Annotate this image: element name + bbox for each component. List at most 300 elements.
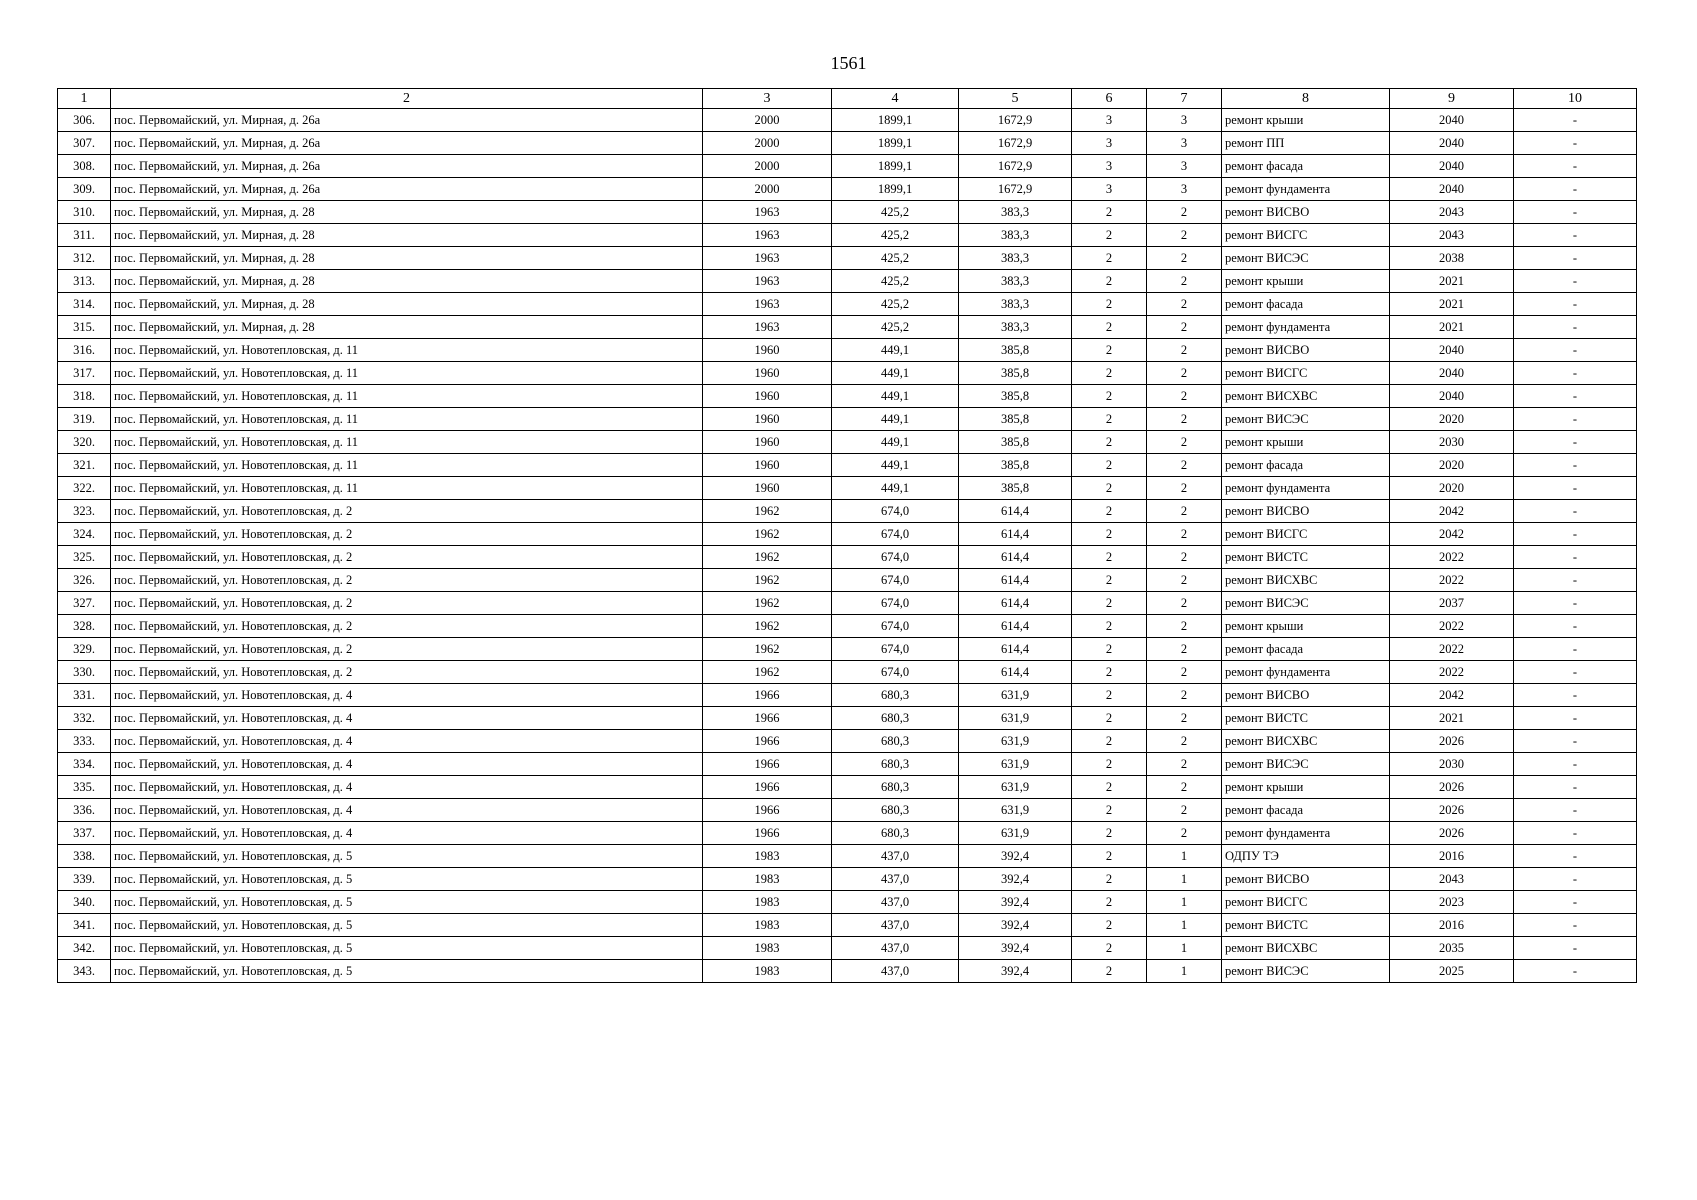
cell-year-built: 1962 (703, 592, 832, 615)
cell-address: пос. Первомайский, ул. Новотепловская, д. 4 (111, 776, 703, 799)
cell-total-area: 449,1 (832, 339, 959, 362)
cell-row-number: 320. (58, 431, 111, 454)
cell-entrances: 2 (1147, 500, 1222, 523)
cell-row-number: 306. (58, 109, 111, 132)
cell-total-area: 449,1 (832, 454, 959, 477)
cell-entrances: 2 (1147, 316, 1222, 339)
cell-year-built: 1983 (703, 845, 832, 868)
cell-address: пос. Первомайский, ул. Новотепловская, д. 4 (111, 707, 703, 730)
cell-row-number: 307. (58, 132, 111, 155)
cell-row-number: 335. (58, 776, 111, 799)
cell-note: - (1514, 316, 1637, 339)
cell-planned-year: 2023 (1390, 891, 1514, 914)
table-row (58, 799, 1637, 822)
cell-total-area: 1899,1 (832, 155, 959, 178)
table-row (58, 684, 1637, 707)
cell-total-area: 437,0 (832, 891, 959, 914)
cell-work-type: ремонт ВИСЭС (1222, 408, 1390, 431)
cell-address: пос. Первомайский, ул. Новотепловская, д. 11 (111, 408, 703, 431)
cell-floors: 2 (1072, 937, 1147, 960)
cell-planned-year: 2026 (1390, 776, 1514, 799)
cell-work-type: ремонт ВИСЭС (1222, 592, 1390, 615)
cell-work-type: ремонт фундамента (1222, 178, 1390, 201)
cell-year-built: 1962 (703, 546, 832, 569)
cell-address: пос. Первомайский, ул. Новотепловская, д. 4 (111, 684, 703, 707)
cell-entrances: 2 (1147, 615, 1222, 638)
cell-address: пос. Первомайский, ул. Новотепловская, д. 2 (111, 546, 703, 569)
cell-floors: 2 (1072, 316, 1147, 339)
cell-floors: 2 (1072, 822, 1147, 845)
cell-work-type: ремонт крыши (1222, 109, 1390, 132)
cell-note: - (1514, 408, 1637, 431)
cell-year-built: 1983 (703, 868, 832, 891)
cell-row-number: 333. (58, 730, 111, 753)
table-row (58, 891, 1637, 914)
table-row (58, 224, 1637, 247)
cell-floors: 2 (1072, 546, 1147, 569)
cell-floors: 2 (1072, 224, 1147, 247)
cell-entrances: 2 (1147, 776, 1222, 799)
cell-row-number: 339. (58, 868, 111, 891)
cell-address: пос. Первомайский, ул. Новотепловская, д. 5 (111, 891, 703, 914)
cell-total-area: 674,0 (832, 546, 959, 569)
table-row (58, 822, 1637, 845)
cell-work-type: ремонт фундамента (1222, 477, 1390, 500)
cell-row-number: 316. (58, 339, 111, 362)
cell-living-area: 385,8 (959, 362, 1072, 385)
cell-address: пос. Первомайский, ул. Новотепловская, д. 11 (111, 431, 703, 454)
cell-row-number: 308. (58, 155, 111, 178)
cell-work-type: ремонт ВИСГС (1222, 523, 1390, 546)
cell-note: - (1514, 155, 1637, 178)
cell-total-area: 449,1 (832, 385, 959, 408)
cell-floors: 2 (1072, 891, 1147, 914)
cell-year-built: 1963 (703, 293, 832, 316)
cell-note: - (1514, 270, 1637, 293)
cell-address: пос. Первомайский, ул. Мирная, д. 28 (111, 270, 703, 293)
cell-year-built: 1960 (703, 339, 832, 362)
table-row (58, 523, 1637, 546)
cell-living-area: 385,8 (959, 408, 1072, 431)
cell-address: пос. Первомайский, ул. Мирная, д. 28 (111, 224, 703, 247)
cell-year-built: 1962 (703, 523, 832, 546)
cell-row-number: 334. (58, 753, 111, 776)
cell-note: - (1514, 454, 1637, 477)
cell-total-area: 425,2 (832, 293, 959, 316)
cell-year-built: 1983 (703, 937, 832, 960)
cell-address: пос. Первомайский, ул. Новотепловская, д. 2 (111, 523, 703, 546)
cell-planned-year: 2038 (1390, 247, 1514, 270)
cell-total-area: 680,3 (832, 822, 959, 845)
cell-living-area: 383,3 (959, 201, 1072, 224)
column-header-4: 4 (832, 89, 959, 109)
cell-year-built: 1983 (703, 914, 832, 937)
cell-planned-year: 2022 (1390, 661, 1514, 684)
cell-year-built: 1966 (703, 822, 832, 845)
cell-work-type: ремонт ВИСГС (1222, 891, 1390, 914)
cell-year-built: 2000 (703, 109, 832, 132)
cell-work-type: ремонт фундамента (1222, 822, 1390, 845)
cell-row-number: 324. (58, 523, 111, 546)
cell-work-type: ремонт ВИСХВС (1222, 937, 1390, 960)
table-row (58, 178, 1637, 201)
cell-row-number: 340. (58, 891, 111, 914)
cell-total-area: 680,3 (832, 684, 959, 707)
cell-entrances: 2 (1147, 454, 1222, 477)
cell-address: пос. Первомайский, ул. Мирная, д. 28 (111, 293, 703, 316)
table-row (58, 247, 1637, 270)
cell-floors: 2 (1072, 477, 1147, 500)
cell-address: пос. Первомайский, ул. Новотепловская, д. 4 (111, 730, 703, 753)
table-row (58, 707, 1637, 730)
cell-planned-year: 2022 (1390, 615, 1514, 638)
cell-row-number: 317. (58, 362, 111, 385)
cell-living-area: 614,4 (959, 615, 1072, 638)
cell-living-area: 383,3 (959, 247, 1072, 270)
cell-row-number: 312. (58, 247, 111, 270)
cell-address: пос. Первомайский, ул. Новотепловская, д. 4 (111, 753, 703, 776)
cell-living-area: 614,4 (959, 569, 1072, 592)
cell-work-type: ремонт ВИСЭС (1222, 247, 1390, 270)
cell-floors: 2 (1072, 339, 1147, 362)
cell-row-number: 328. (58, 615, 111, 638)
cell-total-area: 674,0 (832, 523, 959, 546)
cell-note: - (1514, 868, 1637, 891)
cell-row-number: 341. (58, 914, 111, 937)
table-row (58, 615, 1637, 638)
cell-work-type: ремонт ВИСХВС (1222, 385, 1390, 408)
table-row (58, 109, 1637, 132)
cell-work-type: ремонт ВИСТС (1222, 546, 1390, 569)
cell-living-area: 631,9 (959, 730, 1072, 753)
table-row (58, 845, 1637, 868)
cell-row-number: 343. (58, 960, 111, 983)
cell-address: пос. Первомайский, ул. Новотепловская, д. 4 (111, 822, 703, 845)
cell-floors: 2 (1072, 914, 1147, 937)
cell-note: - (1514, 799, 1637, 822)
cell-planned-year: 2022 (1390, 638, 1514, 661)
cell-floors: 2 (1072, 960, 1147, 983)
cell-floors: 2 (1072, 661, 1147, 684)
cell-row-number: 332. (58, 707, 111, 730)
cell-row-number: 315. (58, 316, 111, 339)
table-row (58, 730, 1637, 753)
cell-living-area: 392,4 (959, 891, 1072, 914)
cell-floors: 2 (1072, 523, 1147, 546)
cell-total-area: 680,3 (832, 776, 959, 799)
cell-floors: 2 (1072, 799, 1147, 822)
cell-planned-year: 2026 (1390, 822, 1514, 845)
cell-entrances: 3 (1147, 155, 1222, 178)
cell-work-type: ремонт ВИСГС (1222, 224, 1390, 247)
cell-row-number: 342. (58, 937, 111, 960)
cell-planned-year: 2026 (1390, 730, 1514, 753)
cell-floors: 2 (1072, 868, 1147, 891)
table-row (58, 638, 1637, 661)
table-row (58, 868, 1637, 891)
cell-year-built: 1962 (703, 500, 832, 523)
cell-entrances: 3 (1147, 178, 1222, 201)
cell-planned-year: 2016 (1390, 914, 1514, 937)
column-header-3: 3 (703, 89, 832, 109)
cell-note: - (1514, 845, 1637, 868)
cell-living-area: 614,4 (959, 500, 1072, 523)
cell-note: - (1514, 707, 1637, 730)
cell-entrances: 2 (1147, 362, 1222, 385)
cell-total-area: 680,3 (832, 707, 959, 730)
cell-floors: 2 (1072, 293, 1147, 316)
cell-living-area: 392,4 (959, 914, 1072, 937)
cell-note: - (1514, 178, 1637, 201)
cell-living-area: 614,4 (959, 592, 1072, 615)
cell-total-area: 449,1 (832, 362, 959, 385)
cell-total-area: 425,2 (832, 270, 959, 293)
cell-work-type: ремонт ВИСВО (1222, 201, 1390, 224)
cell-planned-year: 2037 (1390, 592, 1514, 615)
cell-total-area: 674,0 (832, 661, 959, 684)
cell-entrances: 1 (1147, 937, 1222, 960)
cell-address: пос. Первомайский, ул. Новотепловская, д. 11 (111, 477, 703, 500)
cell-planned-year: 2043 (1390, 868, 1514, 891)
table-row (58, 362, 1637, 385)
table-row (58, 592, 1637, 615)
cell-entrances: 1 (1147, 845, 1222, 868)
cell-work-type: ремонт фундамента (1222, 661, 1390, 684)
cell-work-type: ремонт ВИСВО (1222, 339, 1390, 362)
cell-entrances: 2 (1147, 385, 1222, 408)
cell-living-area: 614,4 (959, 523, 1072, 546)
cell-year-built: 1962 (703, 615, 832, 638)
cell-floors: 2 (1072, 707, 1147, 730)
cell-address: пос. Первомайский, ул. Новотепловская, д. 4 (111, 799, 703, 822)
cell-total-area: 680,3 (832, 730, 959, 753)
table-row (58, 937, 1637, 960)
cell-address: пос. Первомайский, ул. Мирная, д. 28 (111, 316, 703, 339)
cell-address: пос. Первомайский, ул. Мирная, д. 28 (111, 247, 703, 270)
cell-note: - (1514, 661, 1637, 684)
cell-floors: 3 (1072, 178, 1147, 201)
cell-work-type: ремонт ВИСГС (1222, 362, 1390, 385)
cell-total-area: 425,2 (832, 201, 959, 224)
cell-entrances: 1 (1147, 891, 1222, 914)
cell-total-area: 1899,1 (832, 109, 959, 132)
cell-year-built: 2000 (703, 132, 832, 155)
cell-living-area: 631,9 (959, 684, 1072, 707)
cell-note: - (1514, 500, 1637, 523)
column-header-2: 2 (111, 89, 703, 109)
cell-work-type: ремонт ВИСЭС (1222, 960, 1390, 983)
cell-planned-year: 2040 (1390, 385, 1514, 408)
cell-total-area: 425,2 (832, 224, 959, 247)
cell-note: - (1514, 960, 1637, 983)
cell-total-area: 449,1 (832, 431, 959, 454)
cell-note: - (1514, 523, 1637, 546)
cell-planned-year: 2025 (1390, 960, 1514, 983)
cell-work-type: ремонт фундамента (1222, 316, 1390, 339)
cell-work-type: ремонт ВИСТС (1222, 707, 1390, 730)
cell-note: - (1514, 109, 1637, 132)
cell-work-type: ОДПУ ТЭ (1222, 845, 1390, 868)
cell-living-area: 385,8 (959, 339, 1072, 362)
cell-total-area: 437,0 (832, 960, 959, 983)
cell-note: - (1514, 592, 1637, 615)
cell-work-type: ремонт крыши (1222, 615, 1390, 638)
cell-floors: 2 (1072, 362, 1147, 385)
cell-total-area: 425,2 (832, 247, 959, 270)
cell-living-area: 392,4 (959, 845, 1072, 868)
cell-entrances: 2 (1147, 753, 1222, 776)
table-row (58, 500, 1637, 523)
cell-floors: 2 (1072, 845, 1147, 868)
cell-work-type: ремонт ПП (1222, 132, 1390, 155)
cell-note: - (1514, 247, 1637, 270)
cell-planned-year: 2040 (1390, 178, 1514, 201)
cell-address: пос. Первомайский, ул. Новотепловская, д. 5 (111, 960, 703, 983)
cell-year-built: 1960 (703, 385, 832, 408)
cell-year-built: 1983 (703, 960, 832, 983)
cell-living-area: 385,8 (959, 454, 1072, 477)
cell-entrances: 2 (1147, 523, 1222, 546)
cell-note: - (1514, 914, 1637, 937)
cell-planned-year: 2020 (1390, 477, 1514, 500)
data-table (57, 88, 1637, 983)
cell-row-number: 331. (58, 684, 111, 707)
cell-planned-year: 2021 (1390, 270, 1514, 293)
cell-year-built: 1966 (703, 730, 832, 753)
cell-address: пос. Первомайский, ул. Новотепловская, д. 11 (111, 362, 703, 385)
cell-row-number: 337. (58, 822, 111, 845)
cell-entrances: 2 (1147, 546, 1222, 569)
cell-year-built: 1966 (703, 799, 832, 822)
cell-living-area: 631,9 (959, 776, 1072, 799)
cell-living-area: 614,4 (959, 638, 1072, 661)
cell-year-built: 1966 (703, 684, 832, 707)
cell-address: пос. Первомайский, ул. Новотепловская, д. 2 (111, 569, 703, 592)
cell-living-area: 392,4 (959, 868, 1072, 891)
cell-living-area: 1672,9 (959, 109, 1072, 132)
cell-note: - (1514, 477, 1637, 500)
cell-year-built: 2000 (703, 155, 832, 178)
cell-work-type: ремонт фасада (1222, 454, 1390, 477)
cell-planned-year: 2022 (1390, 546, 1514, 569)
cell-address: пос. Первомайский, ул. Новотепловская, д. 5 (111, 914, 703, 937)
cell-year-built: 1966 (703, 776, 832, 799)
cell-entrances: 3 (1147, 109, 1222, 132)
cell-entrances: 1 (1147, 960, 1222, 983)
cell-row-number: 329. (58, 638, 111, 661)
cell-work-type: ремонт фасада (1222, 799, 1390, 822)
cell-note: - (1514, 730, 1637, 753)
cell-address: пос. Первомайский, ул. Новотепловская, д. 11 (111, 339, 703, 362)
cell-address: пос. Первомайский, ул. Новотепловская, д. 11 (111, 454, 703, 477)
cell-work-type: ремонт ВИСВО (1222, 868, 1390, 891)
cell-floors: 2 (1072, 201, 1147, 224)
cell-entrances: 2 (1147, 201, 1222, 224)
cell-living-area: 631,9 (959, 707, 1072, 730)
cell-total-area: 674,0 (832, 592, 959, 615)
column-header-1: 1 (58, 89, 111, 109)
table-body (58, 109, 1637, 983)
cell-note: - (1514, 385, 1637, 408)
cell-year-built: 1963 (703, 270, 832, 293)
cell-work-type: ремонт крыши (1222, 270, 1390, 293)
cell-work-type: ремонт ВИСВО (1222, 500, 1390, 523)
cell-work-type: ремонт фасада (1222, 155, 1390, 178)
cell-total-area: 449,1 (832, 477, 959, 500)
cell-year-built: 1963 (703, 201, 832, 224)
cell-note: - (1514, 546, 1637, 569)
cell-planned-year: 2043 (1390, 224, 1514, 247)
cell-address: пос. Первомайский, ул. Новотепловская, д. 5 (111, 937, 703, 960)
table-row (58, 776, 1637, 799)
table-row (58, 661, 1637, 684)
cell-floors: 2 (1072, 776, 1147, 799)
cell-total-area: 674,0 (832, 500, 959, 523)
cell-address: пос. Первомайский, ул. Новотепловская, д. 2 (111, 638, 703, 661)
cell-entrances: 2 (1147, 431, 1222, 454)
cell-entrances: 1 (1147, 868, 1222, 891)
cell-note: - (1514, 339, 1637, 362)
cell-note: - (1514, 224, 1637, 247)
cell-work-type: ремонт ВИСХВС (1222, 730, 1390, 753)
cell-living-area: 1672,9 (959, 132, 1072, 155)
cell-year-built: 1960 (703, 431, 832, 454)
cell-entrances: 2 (1147, 684, 1222, 707)
column-header-8: 8 (1222, 89, 1390, 109)
cell-floors: 3 (1072, 155, 1147, 178)
column-header-9: 9 (1390, 89, 1514, 109)
cell-floors: 2 (1072, 431, 1147, 454)
cell-row-number: 319. (58, 408, 111, 431)
cell-floors: 2 (1072, 753, 1147, 776)
cell-living-area: 614,4 (959, 661, 1072, 684)
table-row (58, 316, 1637, 339)
cell-note: - (1514, 753, 1637, 776)
table-row (58, 914, 1637, 937)
table-row (58, 155, 1637, 178)
cell-total-area: 680,3 (832, 799, 959, 822)
cell-total-area: 425,2 (832, 316, 959, 339)
table-row (58, 408, 1637, 431)
cell-planned-year: 2042 (1390, 523, 1514, 546)
column-header-10: 10 (1514, 89, 1637, 109)
cell-total-area: 437,0 (832, 937, 959, 960)
cell-total-area: 437,0 (832, 845, 959, 868)
cell-planned-year: 2021 (1390, 293, 1514, 316)
cell-planned-year: 2040 (1390, 155, 1514, 178)
cell-row-number: 330. (58, 661, 111, 684)
cell-floors: 2 (1072, 454, 1147, 477)
cell-entrances: 2 (1147, 270, 1222, 293)
cell-total-area: 680,3 (832, 753, 959, 776)
cell-planned-year: 2020 (1390, 454, 1514, 477)
cell-entrances: 2 (1147, 799, 1222, 822)
table-row (58, 132, 1637, 155)
cell-address: пос. Первомайский, ул. Новотепловская, д. 5 (111, 868, 703, 891)
cell-note: - (1514, 293, 1637, 316)
table-row (58, 477, 1637, 500)
cell-work-type: ремонт ВИСТС (1222, 914, 1390, 937)
cell-entrances: 2 (1147, 661, 1222, 684)
table-row (58, 339, 1637, 362)
cell-year-built: 1960 (703, 362, 832, 385)
cell-living-area: 1672,9 (959, 155, 1072, 178)
cell-address: пос. Первомайский, ул. Новотепловская, д. 2 (111, 661, 703, 684)
cell-entrances: 2 (1147, 477, 1222, 500)
cell-planned-year: 2043 (1390, 201, 1514, 224)
cell-planned-year: 2030 (1390, 753, 1514, 776)
cell-floors: 2 (1072, 569, 1147, 592)
